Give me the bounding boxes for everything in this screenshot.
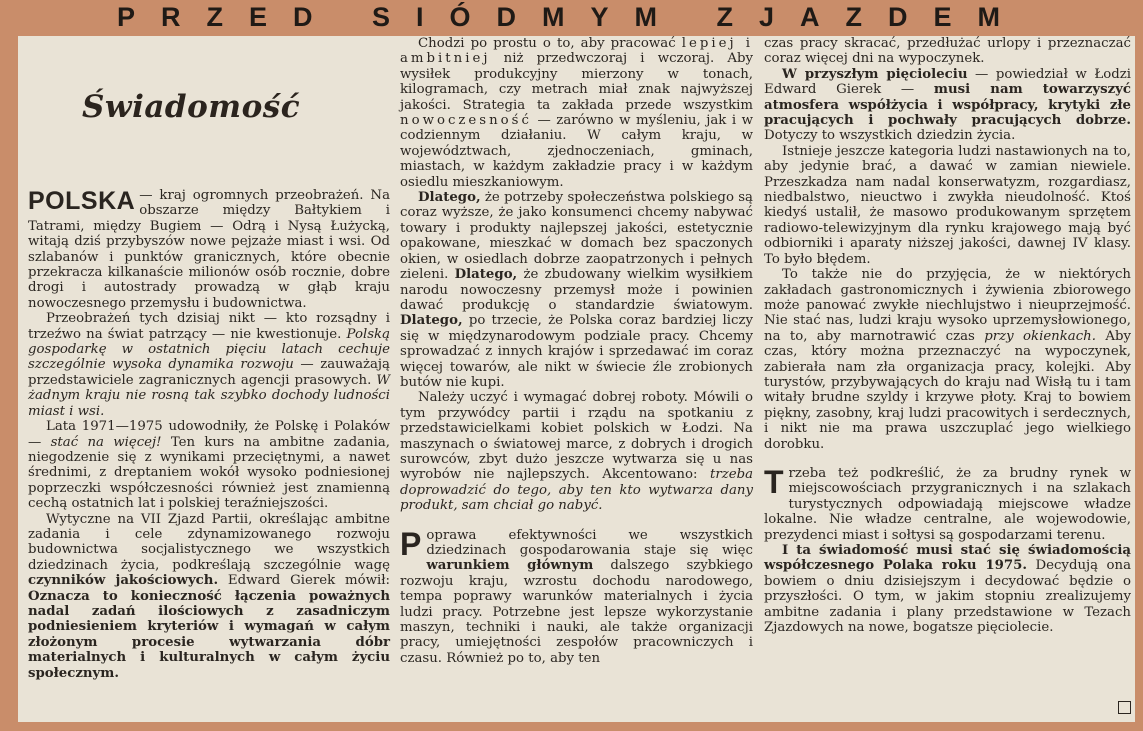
col1-paragraph-2 [28,311,390,419]
col2-paragraph-3 [400,390,753,513]
col3-p4b: przy okienkach. [984,328,1096,344]
col2-p2c: Dlatego, [454,267,518,283]
col3-paragraph-6 [764,543,1131,635]
col3-p1: czas pracy skracać, przedłużać urlopy i przeznaczać coraz więcej dni na wypoczynek. [764,36,1131,67]
col3-p2a: W przyszłym pięcioleciu [782,66,968,82]
col2-p4a: oprawa efektywności we wszystkich dziedzinach gospodarowania staje się więc [426,527,753,558]
col2-p1d: nowoczesność [400,113,532,129]
col3-p4c: Aby czas, który można przeznaczyć na wypoczynek, zabierała nam zła organizacja pracy, kolejki. Aby turystów, przybywających do kraju nad Wisłą tu i tam witały brudne szyldy i krzywe płoty. Kraj to bowiem piękny, zasobny, kraj ludzi pracowitych i serdecznych, i nikt nie ma prawa uszczuplać jego wielkiego dorobku. [764,328,1131,452]
col1-p2a: Przeobrażeń tych dzisiaj nikt — kto rozsądny i trzeźwo na świat patrzący — nie kwestionuje. [28,311,390,342]
column-2 [400,36,753,666]
col3-paragraph-1 [764,36,1131,67]
col2-p1a: Chodzi po prostu o to, aby pracować [418,36,676,51]
col2-drop-initial: P [400,525,422,562]
col2-paragraph-2 [400,190,753,390]
col3-p2c: musi nam towarzyszyć atmosfera współżycia i współpracy, krytyki złe pracujących i pochwały pracujących dobrze. [764,82,1131,129]
col3-p2d: Dotyczy to wszystkich dziedzin życia. [764,128,1016,144]
col1-p3a: Lata 1971—1975 udowodniły, że Polskę i Polaków — [28,419,390,450]
col1-p2c: — zauważają przedstawiciele zagranicznych agencji prasowych. [28,357,390,388]
col2-p3a: Należy uczyć i wymagać dobrej roboty. Mówili o tym przywódcy partii i rządu na spotkaniu z przedstawicielkami kobiet polskich w Łodzi. Na maszynach o światowej marce, z dobrych i drogich surowców, zbyt dużo jeszcze wytwarza się u nas wyrobów nie najlepszych. Akcentowano: [400,390,753,483]
col3-paragraph-4 [764,267,1131,452]
col1-p1-text: — kraj ogromnych przeobrażeń. Na obszarze między Bałtykiem i Tatrami, między Bugiem — Odrą i Nysą Łużycką, witają dziś przybyszów nowe pejzaże miast i wsi. Od szlabanów i punktów granicznych, które obecnie przekracza kilkanaście milionów osób rocznie, dobre drogi i autostrady prowadzą w głąb kraju nowoczesnego przemysłu i budownictwa. [28,188,390,311]
col2-p1c: niż przedwczoraj i wczoraj. Aby wysiłek produkcyjny mierzony w tonach, kilogramach, czy metrach miał znak najwyższej jakości. Strategia ta zakłada przede wszystkim [400,51,753,113]
col2-p2f: po trzecie, że Polska coraz bardziej liczy się w międzynarodowym podziale pracy. Chcemy sprowadzać z innych krajów i sprzedawać im coraz więcej towarów, ale nikt w świecie źle zrobionych butów nie kupi. [400,313,753,390]
col2-p3b: trzeba doprowadzić do tego, aby ten kto wytwarza dany produkt, sam chciał go nabyć. [400,467,754,514]
col2-p2e: Dlatego, [400,313,463,329]
col1-paragraph-4 [28,512,390,681]
col3-p6a: I ta świadomość musi stać się świadomością współczesnego Polaka roku 1975. [764,543,1131,574]
col3-p5: rzeba też podkreślić, że za brudny rynek w miejscowościach przygranicznych i na szlakach turystycznych odpowiadają miejscowe władze lokalne. Nie władze centralne, ale wojewodowie, prezydenci miast i sołtysi są gospodarzami terenu. [764,465,1131,543]
col1-p2d: W żadnym kraju nie rosną tak szybko dochody ludności miast i wsi. [28,372,390,419]
col2-p4c: dalszego szybkiego rozwoju kraju, wzrostu dochodu narodowego, tempa poprawy warunków materialnych i życia ludzi pracy. Potrzebne jest lepsze wykorzystanie maszyn, techniki i nauki, ale także organizacji pracy, umiejętności zespołów pracowniczych i czasu. Również po to, aby ten [400,558,753,666]
col2-p2a: Dlatego, [418,190,481,206]
col3-p6b: Decydują ona bowiem o dniu dzisiejszym i decydować będzie o przyszłości. O tym, w jakim stopniu zrealizujemy ambitne zadania i plany przedstawione w Tezach Zjazdowych na nowe, bogatsze pięciolecie. [764,558,1131,636]
col3-p3: Istnieje jeszcze kategoria ludzi nastawionych na to, aby jedynie brać, a dawać w zamian niewiele. Przeszkadza nam nadal konserwatyzm, rozgardiasz, niedbalstwo, nieuctwo i zwykła nieudolność. Ktoś kiedyś ustalił, że masowo produkowanym sprzętem radiowo-telewizyjnym dla rynku krajowego mają być odbiorniki i aparaty niższej jakości, dawnej IV klasy. To było błędem. [764,143,1131,267]
col3-paragraph-2 [764,67,1131,144]
col2-p4b: warunkiem głównym [426,558,594,574]
col2-p2d: że zbudowany wielkim wysiłkiem narodu nowoczesny przemysł może i powinien dawać produkcję o standardzie światowym. [400,267,753,313]
col1-paragraph-3 [28,419,390,511]
col1-p4d: Oznacza to konieczność łączenia poważnych nadal zadań ilościowych z zasadniczym podniesieniem kryteriów i wymagań w całym złożonym procesie wytwarzania dóbr materialnych i kulturalnych w całym życiu społecznym. [28,588,390,681]
col1-p3b: stać na więcej! [50,434,162,450]
article-sheet [18,36,1135,722]
col1-paragraph-1 [28,188,390,311]
col1-p4b: czynników jakościowych. [28,573,219,589]
end-mark-square-icon [1118,701,1131,714]
col3-drop-initial: T [764,463,784,500]
col2-p2b: że potrzeby społeczeństwa polskiego są coraz wyższe, że jako konsumenci chcemy nabywać towary i produkty najlepszej jakości, estetycznie opakowane, mieszkać w domach bez spaczonych okien, w osiedlach dobrze zaopatrzonych i pełnych zieleni. [400,190,753,283]
col2-p1e: — zarówno w myśleniu, jak i w codziennym działaniu. W całym kraju, w województwach, zjednoczeniach, gminach, miastach, w każdym zakładzie pracy i w każdym osiedlu mieszkaniowym. [400,113,753,190]
col2-p1b: lepiej i ambitniej [400,36,753,67]
masthead: PRZED SIÓDMYM ZJAZDEM [116,1,1026,32]
col3-paragraph-5 [764,463,1131,543]
col1-p4c: Edward Gierek mówił: [227,573,391,589]
lead-word: POLSKA [28,187,136,215]
col1-p3c: Ten kurs na ambitne zadania, niegodzenie się z wynikami przeciętnymi, a nawet średnimi, z dreptaniem wokół wysoko podniesionej poprzeczki współczesności również jest znamienną cechą ostatnich lat i polskiej teraźniejszości. [28,434,391,512]
col2-paragraph-4 [400,525,753,667]
col2-paragraph-1 [400,36,753,190]
article-headline: Świadomość [82,89,301,125]
col1-p2b: Polską gospodarkę w ostatnich pięciu latach cechuje szczególnie wysoka dynamika rozwoju [28,326,391,373]
col3-paragraph-3 [764,144,1131,267]
column-1 [28,36,390,681]
col3-p4a: To także nie do przyjęcia, że w niektórych zakładach gastronomicznych i żywienia zbiorowego może panować zwykłe niechlujstwo i nieuprzejmość. Nie stać nas, ludzi kraju wysoko uprzemysłowionego, na to, aby marnotrawić czas [764,267,1131,344]
column-3 [764,36,1131,635]
col3-p2b: — powiedział w Łodzi Edward Gierek — [764,66,1132,98]
col1-p4a: Wytyczne na VII Zjazd Partii, określając ambitne zadania i cele zdynamizowanego rozwoju budownictwa socjalistycznego we wszystkich dziedzinach życia, podkreślają szczególnie wagę [28,511,390,573]
